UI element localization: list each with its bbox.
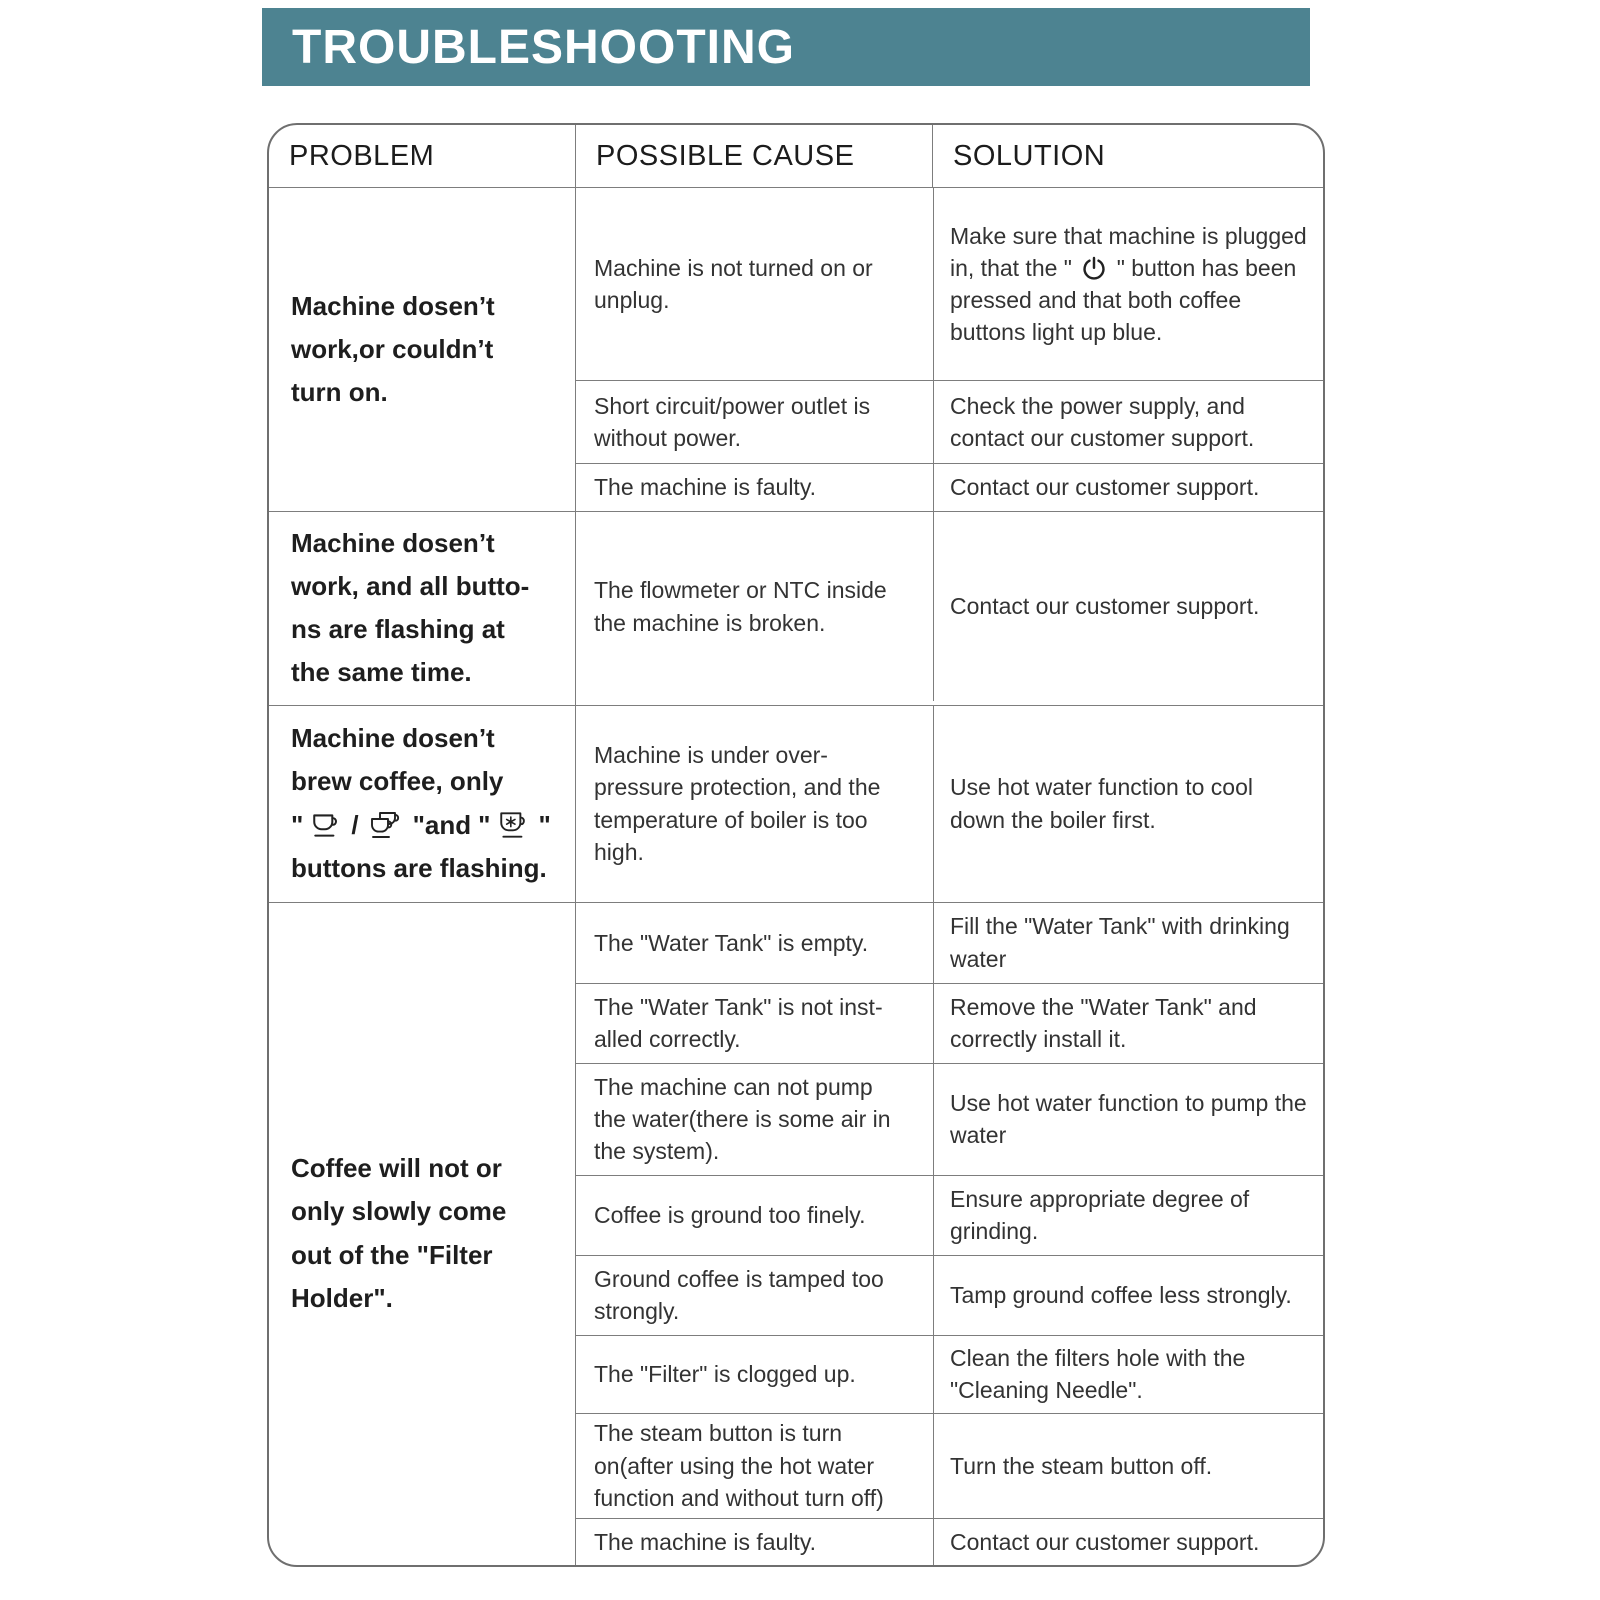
table-header-row: [269, 125, 1323, 188]
table-subrow: [576, 983, 1323, 1063]
table-row: [269, 705, 1323, 902]
quote-mark: ": [478, 809, 491, 840]
double-cup-icon: [366, 808, 406, 842]
table-row: [269, 511, 1323, 705]
table-subrow: [576, 1063, 1323, 1175]
table-subrow: [576, 1413, 1323, 1518]
slash-mark: /: [351, 809, 359, 840]
column-header-possible-cause: POSSIBLE CAUSE: [575, 125, 932, 187]
cause-cell: [576, 1256, 933, 1335]
cause-text: The flowmeter or NTC inside the machine is broken.: [594, 577, 887, 636]
problem-cell: [269, 512, 575, 705]
solution-cell: [933, 1414, 1323, 1518]
solution-text: Remove the "Water Tank" and correctly install it.: [950, 993, 1257, 1053]
solution-text: Contact our customer support.: [950, 1528, 1260, 1555]
table-subrow: [576, 706, 1323, 902]
problem-cell: [269, 188, 575, 511]
cause-cell: [576, 188, 933, 380]
problem-text: turn on.: [291, 377, 388, 408]
solution-cell: [933, 903, 1323, 983]
solution-cell: [933, 381, 1323, 463]
problem-cell: [269, 903, 575, 1565]
solution-cell: [933, 1519, 1323, 1565]
problem-text: Coffee will not or: [291, 1153, 502, 1184]
troubleshooting-table: [267, 123, 1325, 1567]
table-subrow: [576, 1255, 1323, 1335]
page-title: TROUBLESHOOTING: [292, 20, 795, 74]
cause-text: The "Filter" is clogged up.: [594, 1361, 856, 1388]
cause-text: The steam button is turn on(after using the hot water function and without turn off): [594, 1420, 884, 1511]
cause-solution-group: [575, 706, 1323, 902]
cause-text: The "Water Tank" is not inst-alled correctly.: [594, 993, 883, 1053]
table-subrow: [576, 380, 1323, 463]
problem-text: Machine dosen’t: [291, 290, 495, 321]
cause-text: Machine is not turned on or unplug.: [594, 254, 873, 313]
column-header-problem: PROBLEM: [289, 139, 435, 172]
cause-cell: [576, 1336, 933, 1413]
cause-cell: [576, 706, 933, 902]
cause-text: The machine is faulty.: [594, 474, 817, 501]
solution-cell: [933, 984, 1323, 1063]
cause-cell: [576, 1064, 933, 1175]
table-subrow: [576, 1175, 1323, 1255]
single-cup-icon: [310, 809, 344, 841]
solution-cell: [933, 1256, 1323, 1335]
problem-text: ns are flashing at: [291, 614, 505, 645]
solution-text: Ensure appropriate degree of grinding.: [950, 1185, 1250, 1245]
cause-cell: [576, 1414, 933, 1518]
cause-text: Short circuit/power outlet is without power.: [594, 392, 871, 451]
problem-text: out of the "Filter: [291, 1239, 493, 1270]
solution-text: Contact our customer support.: [950, 593, 1260, 620]
solution-text: Contact our customer support.: [950, 474, 1260, 501]
cause-text: The "Water Tank" is empty.: [594, 929, 869, 956]
and-text: "and: [412, 809, 472, 840]
table-row: [269, 902, 1323, 1565]
table-subrow: [576, 463, 1323, 511]
section-header-bar: [262, 8, 1310, 86]
problem-text: only slowly come: [291, 1196, 507, 1227]
problem-text: buttons are flashing.: [291, 852, 547, 883]
problem-text: Holder".: [291, 1282, 393, 1313]
cause-solution-group: [575, 188, 1323, 511]
table-subrow: [576, 1518, 1323, 1565]
cause-solution-group: [575, 903, 1323, 1565]
table-subrow: [576, 903, 1323, 983]
cause-cell: [576, 381, 933, 463]
problem-text: work,or couldn’t: [291, 333, 494, 364]
table-subrow: [576, 1335, 1323, 1413]
solution-cell: [933, 188, 1323, 380]
solution-cell: [933, 464, 1323, 511]
cause-solution-group: [575, 512, 1323, 705]
solution-text: Check the power supply, and contact our customer support.: [950, 392, 1255, 451]
cause-cell: [576, 1176, 933, 1255]
cause-cell: [576, 512, 933, 701]
cause-text: The machine can not pump the water(there is some air in the system).: [594, 1073, 891, 1165]
cause-text: Ground coffee is tamped too strongly.: [594, 1265, 884, 1325]
solution-text: Fill the "Water Tank" with drinking water: [950, 913, 1290, 972]
solution-cell: [933, 1064, 1323, 1175]
column-header-solution: SOLUTION: [932, 125, 1323, 187]
cause-text: The machine is faulty.: [594, 1528, 817, 1555]
solution-text: Use hot water function to pump the water: [950, 1089, 1307, 1149]
cause-cell: [576, 903, 933, 983]
flashing-buttons-icon-line: [291, 804, 567, 847]
snowflake-cup-icon: [497, 808, 531, 842]
problem-text: work, and all butto-: [291, 571, 530, 602]
solution-text: Use hot water function to cool down the boiler first.: [950, 774, 1253, 833]
cause-cell: [576, 464, 933, 511]
cause-text: Machine is under over-pressure protection, and the temperature of boiler is too high.: [594, 742, 881, 865]
solution-text: Clean the filters hole with the "Cleaning Needle".: [950, 1344, 1246, 1404]
cause-cell: [576, 1519, 933, 1565]
solution-cell: [933, 706, 1323, 902]
cause-text: Coffee is ground too finely.: [594, 1202, 866, 1229]
problem-text: Machine dosen’t: [291, 723, 495, 754]
problem-cell: [269, 706, 575, 902]
problem-text: brew coffee, only: [291, 766, 504, 797]
solution-text: Tamp ground coffee less strongly.: [950, 1282, 1292, 1309]
problem-text: Machine dosen’t: [291, 528, 495, 558]
cause-cell: [576, 984, 933, 1063]
table-row: [269, 188, 1323, 511]
solution-cell: [933, 512, 1323, 701]
problem-text: the same time.: [291, 657, 472, 688]
solution-cell: [933, 1176, 1323, 1255]
solution-cell: [933, 1336, 1323, 1413]
table-subrow: [576, 512, 1323, 701]
quote-mark: ": [291, 809, 304, 840]
solution-text: Turn the steam button off.: [950, 1452, 1213, 1479]
power-icon: [1080, 255, 1108, 283]
solution-text: Make sure that machine is plugged in, that the " " button has been pressed and that both coffee buttons light up blue.: [950, 222, 1307, 346]
table-subrow: [576, 188, 1323, 380]
quote-mark: ": [538, 809, 551, 840]
